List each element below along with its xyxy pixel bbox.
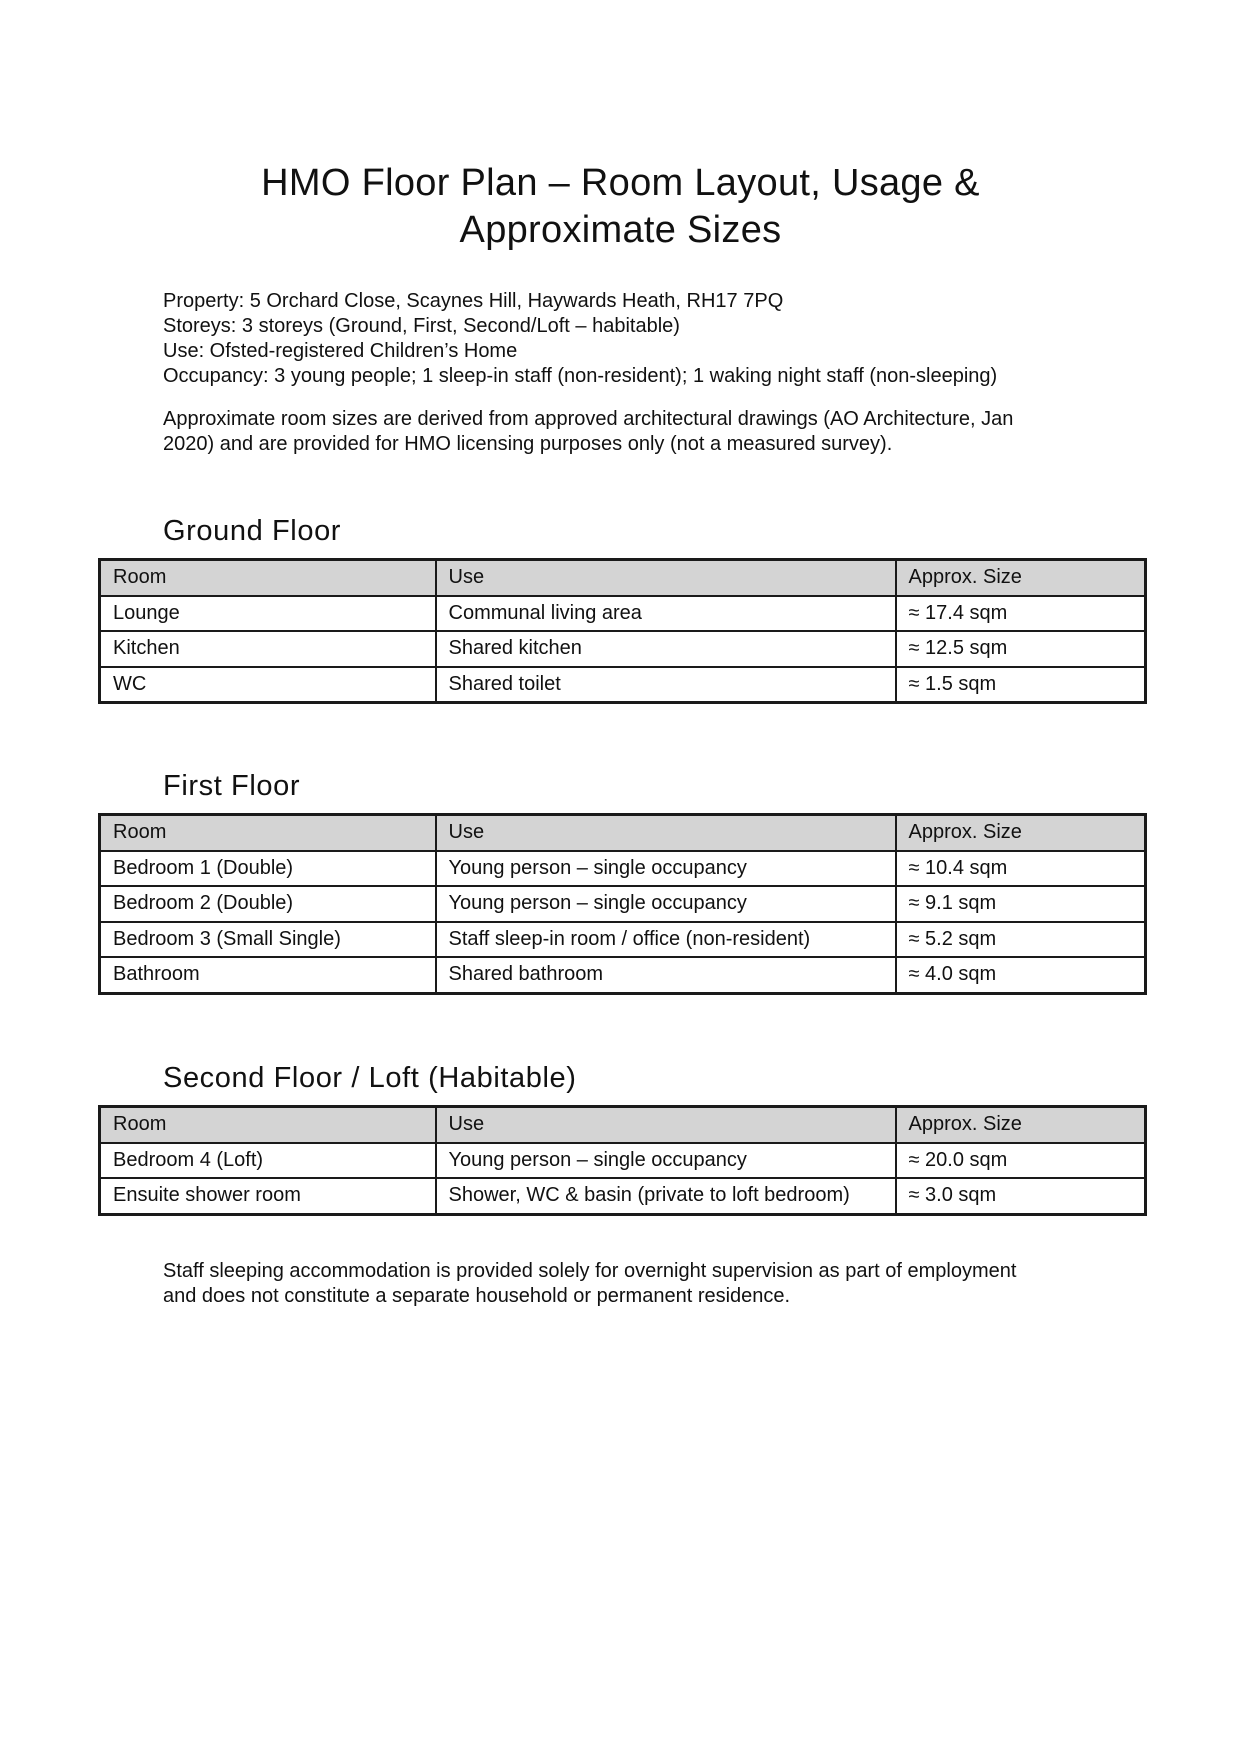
size-cell: ≈ 4.0 sqm — [896, 957, 1146, 993]
size-cell: ≈ 5.2 sqm — [896, 922, 1146, 958]
page-title-line-1: HMO Floor Plan – Room Layout, Usage & — [261, 162, 980, 204]
ground-floor-heading: Ground Floor — [163, 515, 342, 547]
size-cell: ≈ 9.1 sqm — [896, 886, 1146, 922]
second-floor-table — [98, 1105, 1147, 1216]
use-column-header: Use — [436, 815, 896, 851]
footer-note-line-1: Staff sleeping accommodation is provided solely for overnight supervision as part of employment — [163, 1260, 1017, 1282]
occupancy-info: Occupancy: 3 young people; 1 sleep-in staff (non-resident); 1 waking night staff (non-sleeping) — [163, 365, 998, 387]
table-row — [100, 851, 1146, 887]
intro-note-line-1: Approximate room sizes are derived from approved architectural drawings (AO Architecture, Jan — [163, 408, 1014, 430]
table-row — [100, 596, 1146, 632]
table-row — [100, 667, 1146, 703]
use-cell: Shared kitchen — [436, 631, 896, 667]
size-cell: ≈ 10.4 sqm — [896, 851, 1146, 887]
table-header-row — [100, 815, 1146, 851]
size-column-header: Approx. Size — [896, 1107, 1146, 1143]
size-cell: ≈ 1.5 sqm — [896, 667, 1146, 703]
page-title — [160, 160, 1081, 254]
use-cell: Communal living area — [436, 596, 896, 632]
room-cell: WC — [100, 667, 436, 703]
table-row — [100, 631, 1146, 667]
use-cell: Staff sleep-in room / office (non-resident) — [436, 922, 896, 958]
size-cell: ≈ 3.0 sqm — [896, 1178, 1146, 1214]
use-column-header: Use — [436, 1107, 896, 1143]
first-floor-table — [98, 813, 1147, 995]
room-cell: Bedroom 3 (Small Single) — [100, 922, 436, 958]
size-cell: ≈ 20.0 sqm — [896, 1143, 1146, 1179]
use-cell: Young person – single occupancy — [436, 851, 896, 887]
table-header-row — [100, 560, 1146, 596]
room-cell: Kitchen — [100, 631, 436, 667]
use-column-header: Use — [436, 560, 896, 596]
ground-floor-table — [98, 558, 1147, 704]
footer-note — [163, 1259, 1016, 1309]
use-cell: Shared bathroom — [436, 957, 896, 993]
room-cell: Bedroom 1 (Double) — [100, 851, 436, 887]
size-cell: ≈ 17.4 sqm — [896, 596, 1146, 632]
property-address: Property: 5 Orchard Close, Scaynes Hill, Haywards Heath, RH17 7PQ — [163, 290, 784, 312]
storeys-info: Storeys: 3 storeys (Ground, First, Second/Loft – habitable) — [163, 315, 680, 337]
size-column-header: Approx. Size — [896, 815, 1146, 851]
room-cell: Bedroom 2 (Double) — [100, 886, 436, 922]
room-column-header: Room — [100, 560, 436, 596]
use-info: Use: Ofsted-registered Children’s Home — [163, 340, 518, 362]
size-column-header: Approx. Size — [896, 560, 1146, 596]
table-row — [100, 886, 1146, 922]
table-header-row — [100, 1107, 1146, 1143]
table-row — [100, 957, 1146, 993]
intro-note-line-2: 2020) and are provided for HMO licensing purposes only (not a measured survey). — [163, 433, 893, 455]
property-details — [163, 289, 997, 389]
table-row — [100, 922, 1146, 958]
table-row — [100, 1178, 1146, 1214]
table-row — [100, 1143, 1146, 1179]
room-column-header: Room — [100, 815, 436, 851]
room-cell: Ensuite shower room — [100, 1178, 436, 1214]
use-cell: Young person – single occupancy — [436, 1143, 896, 1179]
use-cell: Young person – single occupancy — [436, 886, 896, 922]
footer-note-line-2: and does not constitute a separate household or permanent residence. — [163, 1285, 791, 1307]
first-floor-heading: First Floor — [163, 770, 301, 802]
room-cell: Bathroom — [100, 957, 436, 993]
room-cell: Lounge — [100, 596, 436, 632]
use-cell: Shower, WC & basin (private to loft bedroom) — [436, 1178, 896, 1214]
use-cell: Shared toilet — [436, 667, 896, 703]
page-title-line-2: Approximate Sizes — [459, 209, 782, 251]
intro-note — [163, 407, 1013, 457]
size-cell: ≈ 12.5 sqm — [896, 631, 1146, 667]
room-cell: Bedroom 4 (Loft) — [100, 1143, 436, 1179]
room-column-header: Room — [100, 1107, 436, 1143]
second-floor-heading: Second Floor / Loft (Habitable) — [163, 1062, 577, 1094]
